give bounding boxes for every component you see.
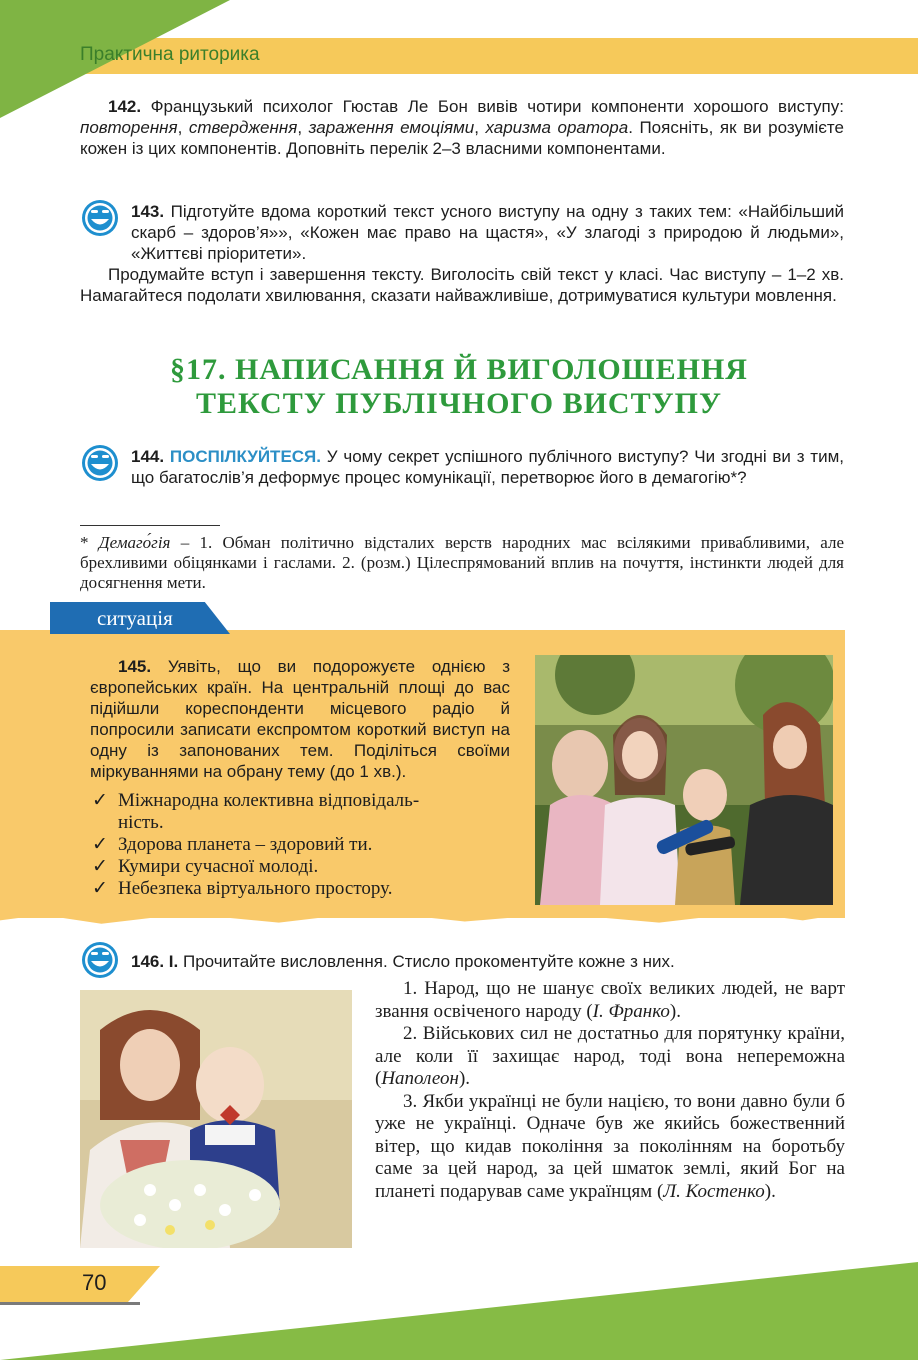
footnote-text: – 1. Обман політично відсталих верств народних мас всілякими привабливими, але брехливими обіцянками і гаслами. 2. (розм.) Цілеспрямований вплив на почуття, інстинкти людей для досягнення мети. [80,533,844,592]
topic-text: Здорова планета – здоровий ти. [118,834,373,855]
topic-text: Небезпека віртуального простору. [118,878,393,899]
quote-text: 2. Військових сил не достатньо для порятунку країни, але коли її захищає народ, тоді вона непереможна ( [375,1023,845,1089]
check-icon: ✓ [92,856,108,877]
exercise-text: У чому секрет успішного публічного виступу? Чи згодні ви з тим, що багатослів’я деформує процес комунікації, перетворює його в демагогію*? [131,447,844,487]
separator: , [177,118,189,137]
exercise-number: 142. [108,97,142,116]
quote-text: 3. Якби українці не були нацією, то вони давно були б уже не українці. Одначе був же якийсь божественний вітер, що кидав покоління за поколінням на боротьбу саме за цей народ, за цей шматок землі, який Бог на планеті подарував саме українцям ( [375,1090,845,1202]
page-number: 70 [82,1270,107,1295]
list-item [92,790,512,812]
footnote-term: Демаго́гія [98,533,171,552]
exercise-143 [131,201,844,264]
topic-text: Міжнародна колективна відповідаль- [118,790,420,811]
term: харизма оратора [485,118,629,137]
running-header-title: Практична риторика [80,44,260,65]
speaking-smiley-icon [80,940,120,980]
exercise-text: Підготуйте вдома короткий текст усного виступу на одну з таких тем: «Найбільший скарб – здоров’я»», «Кожен має право на щастя», «У злагоді з природою й людьми», «Життєві пріоритети». [131,202,844,263]
quote-3 [375,1091,845,1204]
quote-end: ). [669,1000,681,1022]
term: повторення [80,118,178,137]
footnote [80,533,844,593]
exercise-text: Французький психолог Гюстав Ле Бон вивів чотири компоненти хорошого виступу: [141,97,844,116]
section-title-line-2: ТЕКСТУ ПУБЛІЧНОГО ВИСТУПУ [196,387,722,420]
quote-author: І. Франко [592,1000,670,1022]
list-item-continuation: ність. [118,812,164,833]
exercise-text: Уявіть, що ви подорожуєте однією з європейських країн. На центральній площі до вас підійшли кореспонденти місцевого радіо й попросили записати експромтом короткий виступ на одну із запонованих тем. Поділіться своїми міркуваннями на обрану тему (до 1 хв.). [90,657,510,781]
list-item [92,834,512,856]
quote-end: ). [458,1068,471,1089]
topic-list [92,790,512,900]
quote-author: Л. Костенко [663,1180,765,1202]
footnote-divider [80,525,220,526]
exercise-text: . Поясніть, як ви розумієте кожен із цих компонентів. Доповніть перелік 2–3 власними компонентами. [80,118,844,158]
exercise-143-continuation: Продумайте вступ і завершення тексту. Виголосіть свій текст у класі. Час виступу – 1–2 хв. Намагайтеся подолати хвилювання, сказати найважливіше, дотримуватися культури мовлення. [80,265,844,305]
footnote-marker: * [80,533,99,552]
quote-author: Наполеон [381,1068,459,1089]
exercise-number: 145. [118,657,152,676]
quote-end: ). [764,1180,776,1202]
situation-label: ситуація [97,606,173,630]
quote-2 [375,1023,845,1091]
section-title-line-1: §17. НАПИСАННЯ Й ВИГОЛОШЕННЯ [170,353,748,386]
interview-photo [535,655,833,905]
separator: , [474,118,486,137]
list-item [92,878,512,900]
exercise-number: 143. [131,202,165,221]
communicate-label: ПОСПІЛКУЙТЕСЯ. [169,447,321,466]
exercise-145 [90,656,510,782]
separator: , [297,118,309,137]
exercise-text: Прочитайте висловлення. Стисло прокоментуйте кожне з них. [178,952,675,971]
speaking-smiley-icon [80,443,120,483]
exercise-144 [131,446,844,488]
check-icon: ✓ [92,878,108,899]
check-icon: ✓ [92,790,108,811]
topic-text: Кумири сучасної молоді. [118,856,319,877]
check-icon: ✓ [92,834,108,855]
exercise-number: 146. І. [131,952,179,971]
list-item [92,856,512,878]
quote-text: 1. Народ, що не шанує своїх великих людей, не варт звання освіченого народу ( [375,978,845,1022]
term: ствердження [188,118,298,137]
footer-shadow [0,1302,140,1305]
mother-child-photo [80,990,352,1248]
exercise-146 [131,951,844,972]
exercise-142 [80,96,844,159]
footer-page-tab [0,1266,160,1302]
exercise-number: 144. [131,447,165,466]
speaking-smiley-icon [80,198,120,238]
quote-1 [375,978,845,1023]
quotes-block [375,978,845,1203]
term: зараження емоціями [308,118,475,137]
